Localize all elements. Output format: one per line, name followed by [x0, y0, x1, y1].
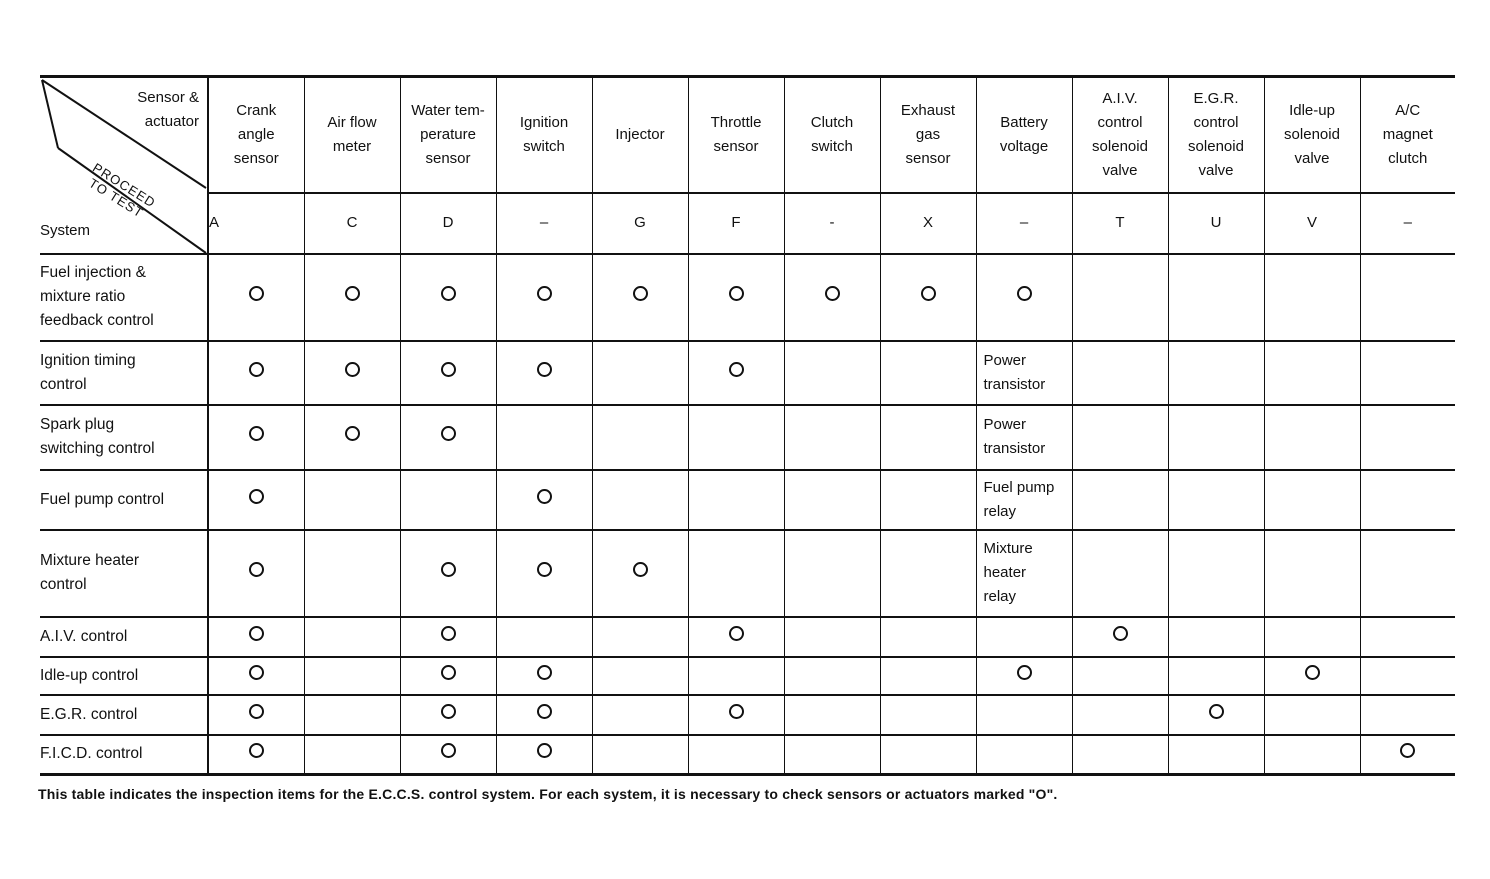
check-mark-circle: [633, 286, 648, 301]
table-row: [40, 657, 1455, 695]
check-cell: [304, 735, 400, 775]
test-code-cell: [400, 193, 496, 254]
table-row: [40, 470, 1455, 530]
system-cell: [40, 254, 208, 341]
check-cell: [400, 735, 496, 775]
system-label: Idle-up control: [40, 666, 139, 684]
check-cell: [784, 405, 880, 470]
test-code: T: [1115, 214, 1125, 231]
check-mark-circle: [249, 665, 264, 680]
system-cell: [40, 470, 208, 530]
system-label: F.I.C.D. control: [40, 745, 143, 763]
check-mark-circle: [249, 626, 264, 641]
corner-header-cell: [40, 77, 208, 254]
check-cell: [592, 530, 688, 617]
check-cell: [784, 657, 880, 695]
column-header: [1360, 77, 1455, 193]
check-cell: [400, 617, 496, 657]
column-header-label: Injector: [615, 125, 665, 143]
check-mark-circle: [249, 286, 264, 301]
check-mark-circle: [441, 743, 456, 758]
check-mark-circle: [345, 286, 360, 301]
check-mark-circle: [249, 704, 264, 719]
check-cell: [1264, 735, 1360, 775]
check-mark-circle: [729, 286, 744, 301]
check-cell: [1264, 254, 1360, 341]
check-cell: [592, 735, 688, 775]
check-mark-circle: [729, 626, 744, 641]
system-cell: [40, 735, 208, 775]
check-cell: [1360, 530, 1455, 617]
column-header-label: Idle-up solenoid valve: [1284, 101, 1340, 167]
actuator-note: Power transistor: [983, 351, 1046, 393]
check-cell: [208, 405, 304, 470]
test-code: C: [346, 214, 358, 231]
column-header: [304, 77, 400, 193]
check-cell: [304, 470, 400, 530]
check-mark-circle: [441, 362, 456, 377]
actuator-note: Fuel pump relay: [983, 478, 1055, 520]
check-cell: [1072, 254, 1168, 341]
check-cell: [1072, 530, 1168, 617]
check-cell: [976, 695, 1072, 735]
check-cell: [1168, 735, 1264, 775]
check-cell: [496, 254, 592, 341]
column-header-label: Exhaust gas sensor: [900, 101, 956, 167]
check-cell: [688, 341, 784, 405]
column-header: [1168, 77, 1264, 193]
test-code: G: [634, 214, 646, 231]
check-cell: [784, 530, 880, 617]
check-cell: [880, 657, 976, 695]
check-cell: [976, 341, 1072, 405]
check-cell: [1264, 341, 1360, 405]
check-cell: [304, 254, 400, 341]
system-cell: [40, 617, 208, 657]
test-code-cell: [1072, 193, 1168, 254]
check-mark-circle: [537, 665, 552, 680]
table-row: [40, 341, 1455, 405]
check-cell: [400, 470, 496, 530]
table-row: [40, 405, 1455, 470]
check-mark-circle: [345, 426, 360, 441]
check-cell: [688, 617, 784, 657]
check-mark-circle: [249, 489, 264, 504]
check-mark-circle: [249, 743, 264, 758]
check-cell: [496, 657, 592, 695]
check-cell: [496, 530, 592, 617]
check-cell: [880, 405, 976, 470]
column-header-label: Air flow meter: [327, 113, 377, 155]
check-cell: [1168, 530, 1264, 617]
check-cell: [1264, 470, 1360, 530]
check-cell: [1168, 341, 1264, 405]
system-label: Fuel pump control: [40, 490, 165, 508]
check-cell: [976, 470, 1072, 530]
check-cell: [1264, 405, 1360, 470]
check-mark-circle: [1017, 665, 1032, 680]
test-code-cell: [1360, 193, 1455, 254]
check-mark-circle: [441, 704, 456, 719]
check-cell: [1072, 657, 1168, 695]
check-cell: [976, 735, 1072, 775]
check-cell: [688, 470, 784, 530]
check-cell: [592, 657, 688, 695]
check-cell: [784, 341, 880, 405]
column-header-label: Throttle sensor: [710, 113, 762, 155]
check-cell: [688, 735, 784, 775]
check-mark-circle: [345, 362, 360, 377]
test-code-cell: [1264, 193, 1360, 254]
check-cell: [208, 341, 304, 405]
check-cell: [592, 470, 688, 530]
inspection-table: [40, 75, 1455, 776]
check-cell: [496, 695, 592, 735]
check-cell: [592, 254, 688, 341]
column-header-label: Clutch switch: [810, 113, 854, 155]
check-mark-circle: [441, 626, 456, 641]
column-header-label: Battery voltage: [999, 113, 1049, 155]
check-cell: [496, 735, 592, 775]
check-cell: [1072, 470, 1168, 530]
column-header: [400, 77, 496, 193]
check-cell: [304, 695, 400, 735]
check-cell: [1168, 695, 1264, 735]
check-cell: [880, 341, 976, 405]
test-code: -: [829, 214, 835, 231]
check-mark-circle: [441, 426, 456, 441]
test-code: –: [1019, 214, 1029, 231]
system-label: Fuel injection & mixture ratio feedback control: [40, 264, 154, 329]
check-mark-circle: [1400, 743, 1415, 758]
check-cell: [208, 657, 304, 695]
system-label: Spark plug switching control: [40, 416, 155, 457]
check-mark-circle: [825, 286, 840, 301]
check-cell: [208, 695, 304, 735]
system-label: E.G.R. control: [40, 705, 138, 723]
test-code: V: [1306, 214, 1317, 231]
check-mark-circle: [441, 562, 456, 577]
check-cell: [304, 405, 400, 470]
column-header: [1264, 77, 1360, 193]
check-cell: [1168, 657, 1264, 695]
check-mark-circle: [1305, 665, 1320, 680]
check-cell: [400, 530, 496, 617]
check-mark-circle: [921, 286, 936, 301]
column-header-label: E.G.R. control solenoid valve: [1188, 89, 1244, 179]
check-cell: [400, 695, 496, 735]
check-cell: [976, 405, 1072, 470]
check-cell: [784, 617, 880, 657]
column-header: [976, 77, 1072, 193]
check-mark-circle: [537, 704, 552, 719]
check-cell: [880, 470, 976, 530]
check-cell: [400, 657, 496, 695]
check-cell: [1072, 695, 1168, 735]
test-code-cell: [592, 193, 688, 254]
check-cell: [880, 735, 976, 775]
check-cell: [784, 695, 880, 735]
check-cell: [304, 530, 400, 617]
check-cell: [1360, 405, 1455, 470]
system-cell: [40, 657, 208, 695]
check-cell: [1264, 695, 1360, 735]
table-row: [40, 695, 1455, 735]
check-mark-circle: [441, 286, 456, 301]
column-header-label: Water tem- perature sensor: [411, 101, 485, 167]
check-cell: [496, 405, 592, 470]
test-code: D: [442, 214, 454, 231]
check-cell: [1168, 470, 1264, 530]
check-mark-circle: [249, 562, 264, 577]
check-cell: [1072, 735, 1168, 775]
check-cell: [1360, 695, 1455, 735]
test-code-cell: [688, 193, 784, 254]
check-cell: [1168, 254, 1264, 341]
check-cell: [304, 657, 400, 695]
check-cell: [688, 254, 784, 341]
check-cell: [976, 617, 1072, 657]
check-cell: [400, 405, 496, 470]
column-header: [880, 77, 976, 193]
check-cell: [1360, 254, 1455, 341]
check-mark-circle: [249, 426, 264, 441]
header-label-row: [40, 77, 1455, 193]
table-row: [40, 617, 1455, 657]
check-cell: [1168, 617, 1264, 657]
column-header-label: A/C magnet clutch: [1382, 101, 1433, 167]
corner-system-label: System: [40, 221, 91, 239]
column-header: [592, 77, 688, 193]
test-code: –: [1403, 214, 1412, 231]
corner-proceed-to-test-label: PROCEED TO TEST: [86, 160, 159, 221]
column-header-label: A.I.V. control solenoid valve: [1092, 89, 1148, 179]
check-cell: [1360, 341, 1455, 405]
check-cell: [688, 405, 784, 470]
test-code-cell: [496, 193, 592, 254]
check-mark-circle: [1017, 286, 1032, 301]
column-header-label: Ignition switch: [519, 113, 569, 155]
table-footnote: This table indicates the inspection items for the E.C.C.S. control system. For each system, it is necessary to check sensors or actuators marked "O".: [38, 786, 1058, 802]
check-mark-circle: [537, 743, 552, 758]
system-label: Mixture heater control: [40, 552, 140, 593]
check-cell: [592, 341, 688, 405]
check-cell: [1264, 617, 1360, 657]
system-cell: [40, 405, 208, 470]
check-cell: [496, 617, 592, 657]
check-cell: [400, 341, 496, 405]
system-cell: [40, 530, 208, 617]
check-cell: [1360, 617, 1455, 657]
column-header: [496, 77, 592, 193]
check-cell: [208, 470, 304, 530]
test-code: A: [209, 214, 220, 231]
system-cell: [40, 695, 208, 735]
column-header: [208, 77, 304, 193]
check-cell: [1072, 341, 1168, 405]
check-cell: [1168, 405, 1264, 470]
check-mark-circle: [441, 665, 456, 680]
check-cell: [208, 617, 304, 657]
check-mark-circle: [729, 362, 744, 377]
test-code: U: [1210, 214, 1222, 231]
check-mark-circle: [1113, 626, 1128, 641]
column-header: [1072, 77, 1168, 193]
check-cell: [880, 617, 976, 657]
test-code-cell: [784, 193, 880, 254]
check-cell: [784, 735, 880, 775]
check-cell: [784, 470, 880, 530]
actuator-note: Power transistor: [983, 416, 1046, 457]
test-code-cell: [880, 193, 976, 254]
check-mark-circle: [249, 362, 264, 377]
check-mark-circle: [537, 286, 552, 301]
test-code-cell: [208, 193, 304, 254]
check-cell: [592, 617, 688, 657]
check-cell: [880, 695, 976, 735]
system-label: A.I.V. control: [40, 627, 128, 645]
check-cell: [976, 657, 1072, 695]
check-cell: [880, 530, 976, 617]
check-mark-circle: [729, 704, 744, 719]
check-cell: [496, 341, 592, 405]
check-cell: [1264, 657, 1360, 695]
check-cell: [784, 254, 880, 341]
check-cell: [208, 530, 304, 617]
check-cell: [496, 470, 592, 530]
check-cell: [976, 530, 1072, 617]
test-code-cell: [1168, 193, 1264, 254]
actuator-note: Mixture heater relay: [983, 540, 1033, 605]
check-cell: [1264, 530, 1360, 617]
test-code-cell: [304, 193, 400, 254]
check-cell: [688, 530, 784, 617]
test-code-cell: [976, 193, 1072, 254]
check-cell: [304, 617, 400, 657]
check-mark-circle: [537, 362, 552, 377]
check-mark-circle: [537, 562, 552, 577]
table-row: [40, 530, 1455, 617]
column-header: [784, 77, 880, 193]
check-cell: [1360, 735, 1455, 775]
test-code: –: [539, 214, 549, 231]
check-cell: [976, 254, 1072, 341]
check-cell: [1072, 405, 1168, 470]
system-cell: [40, 341, 208, 405]
check-mark-circle: [1209, 704, 1224, 719]
check-mark-circle: [537, 489, 552, 504]
check-cell: [1360, 657, 1455, 695]
check-mark-circle: [633, 562, 648, 577]
check-cell: [208, 254, 304, 341]
table-row: [40, 735, 1455, 775]
column-header: [688, 77, 784, 193]
check-cell: [400, 254, 496, 341]
check-cell: [592, 405, 688, 470]
check-cell: [304, 341, 400, 405]
check-cell: [688, 695, 784, 735]
corner-sensor-actuator-label: Sensor & actuator: [137, 89, 199, 130]
table-row: [40, 254, 1455, 341]
header-code-row: [40, 193, 1455, 254]
test-code: X: [922, 214, 933, 231]
check-cell: [688, 657, 784, 695]
system-label: Ignition timing control: [40, 351, 136, 393]
check-cell: [880, 254, 976, 341]
test-code: F: [731, 214, 741, 231]
check-cell: [1072, 617, 1168, 657]
check-cell: [208, 735, 304, 775]
check-cell: [1360, 470, 1455, 530]
check-cell: [592, 695, 688, 735]
column-header-label: Crank angle sensor: [233, 101, 279, 167]
